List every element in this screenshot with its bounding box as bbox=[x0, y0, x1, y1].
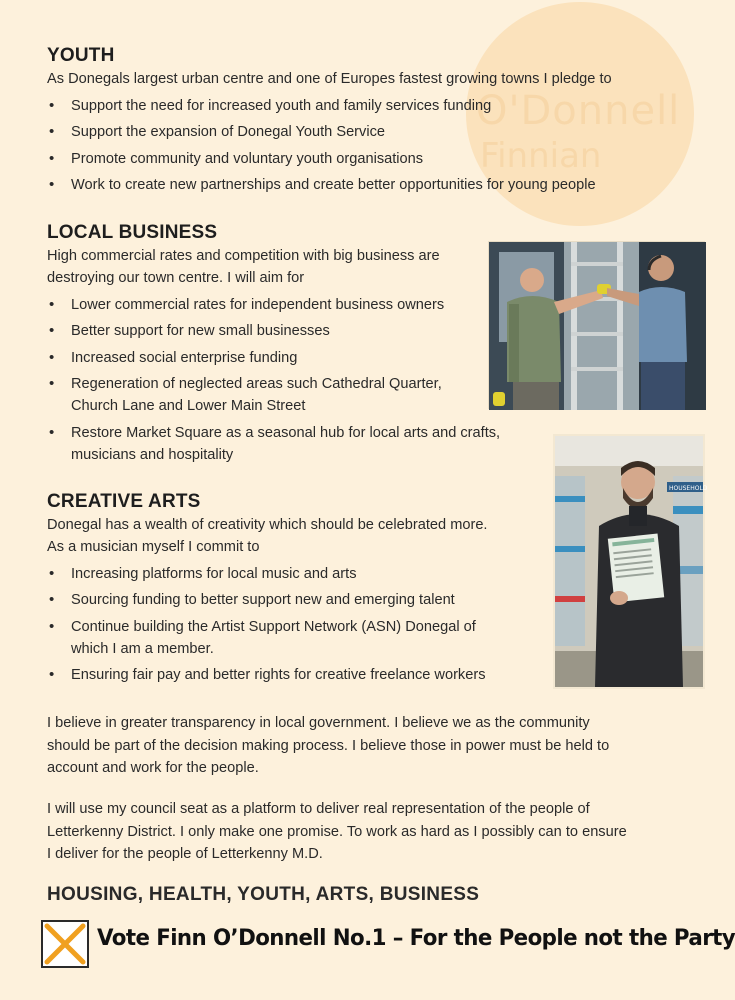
vote-slogan: Vote Finn O’Donnell No.1 – For the People not the Party bbox=[97, 926, 735, 951]
list-item bbox=[47, 616, 547, 660]
list-item: • Increased social enterprise funding bbox=[47, 347, 497, 369]
vote-cross-icon bbox=[43, 922, 87, 966]
photo-candidate-with-petition bbox=[553, 434, 708, 689]
paragraph-line: account and work for the people. bbox=[47, 760, 259, 776]
list-item: • Promote community and voluntary youth organisations bbox=[47, 148, 667, 170]
business-bullet-list bbox=[47, 294, 501, 466]
youth-section bbox=[47, 44, 667, 196]
campaign-tagline: HOUSING, HEALTH, YOUTH, ARTS, BUSINESS bbox=[47, 884, 480, 905]
list-item-line: • Continue building the Artist Support Network (ASN) Donegal of bbox=[71, 618, 476, 635]
transparency-paragraph bbox=[47, 712, 667, 780]
list-item: • Sourcing funding to better support new and emerging talent bbox=[47, 589, 547, 611]
business-section bbox=[47, 221, 501, 466]
list-item: • Work to create new partnerships and create better opportunities for young people bbox=[47, 174, 667, 196]
arts-lead-line: Donegal has a wealth of creativity which should be celebrated more. bbox=[47, 517, 488, 533]
list-item-line: Church Lane and Lower Main Street bbox=[71, 398, 306, 414]
paragraph-line: I deliver for the people of Letterkenny M.D. bbox=[47, 846, 323, 862]
list-item-line: which I am a member. bbox=[71, 640, 214, 657]
list-item: • Support the expansion of Donegal Youth Service bbox=[47, 121, 667, 143]
arts-lead bbox=[47, 514, 547, 558]
list-item-line: musicians and hospitality bbox=[71, 446, 234, 463]
paragraph-line: I believe in greater transparency in local government. I believe we as the community bbox=[47, 715, 590, 731]
business-lead-line: destroying our town centre. I will aim for bbox=[47, 270, 305, 286]
youth-lead: As Donegals largest urban centre and one of Europes fastest growing towns I pledge to bbox=[47, 71, 612, 87]
list-item bbox=[47, 422, 567, 466]
list-item: • Support the need for increased youth and family services funding bbox=[47, 95, 667, 117]
list-item: • Ensuring fair pay and better rights for creative freelance workers bbox=[47, 664, 547, 686]
promise-paragraph bbox=[47, 798, 667, 866]
paragraph-line: I will use my council seat as a platform to deliver real representation of the people of bbox=[47, 801, 590, 817]
paragraph-line: Letterkenny District. I only make one promise. To work as hard as I possibly can to ensure bbox=[47, 823, 627, 840]
paragraph-line: should be part of the decision making process. I believe those in power must be held to bbox=[47, 737, 610, 754]
list-item: • Better support for new small businesses bbox=[47, 320, 497, 342]
arts-lead-line: As a musician myself I commit to bbox=[47, 539, 260, 555]
arts-heading: CREATIVE ARTS bbox=[47, 491, 201, 512]
list-item bbox=[47, 373, 497, 417]
list-item: • Lower commercial rates for independent business owners bbox=[47, 294, 497, 316]
arts-section bbox=[47, 490, 547, 686]
vote-checkbox-icon bbox=[41, 920, 89, 968]
business-lead bbox=[47, 245, 497, 289]
business-lead-line: High commercial rates and competition with big business are bbox=[47, 248, 440, 264]
youth-bullet-list bbox=[47, 95, 667, 197]
business-heading: LOCAL BUSINESS bbox=[47, 222, 218, 243]
watermark-firstname: Finnian bbox=[480, 136, 602, 176]
list-item-line: • Restore Market Square as a seasonal hub for local arts and crafts, bbox=[71, 424, 501, 441]
list-item: • Increasing platforms for local music and arts bbox=[47, 563, 547, 585]
list-item-line: • Regeneration of neglected areas such Cathedral Quarter, bbox=[71, 376, 442, 392]
shop-sign: HOUSEHOLD bbox=[669, 485, 708, 492]
watermark-surname: O'Donnell bbox=[476, 88, 681, 134]
photo-candidate-with-ladder bbox=[488, 241, 705, 409]
youth-heading: YOUTH bbox=[47, 45, 115, 66]
arts-bullet-list bbox=[47, 563, 547, 687]
